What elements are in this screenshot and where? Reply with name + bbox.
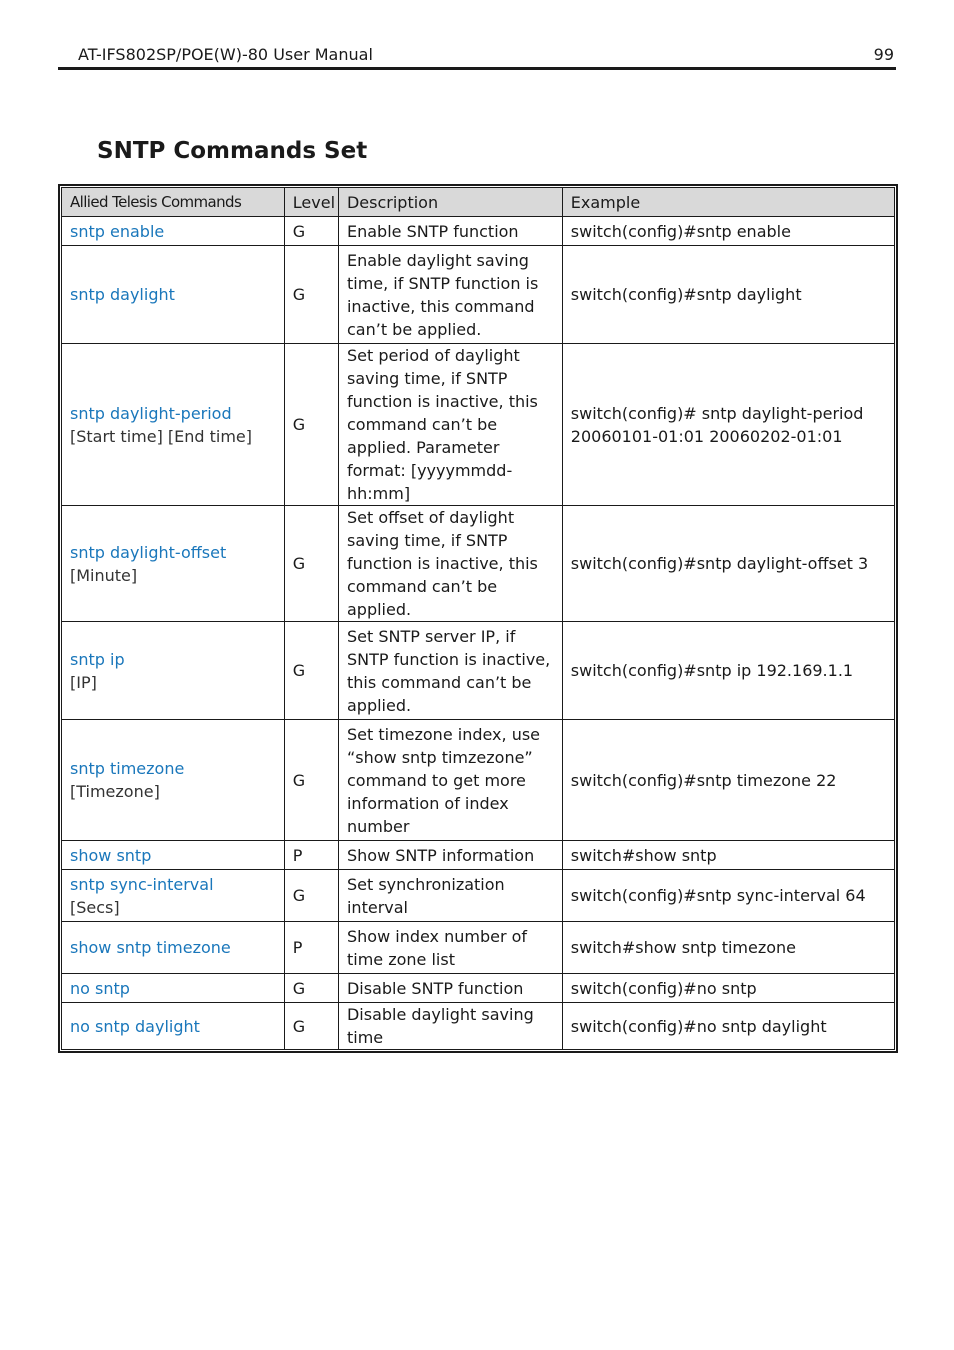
command-cell: [62, 344, 285, 506]
table-row: [62, 974, 895, 1003]
description-cell: Set SNTP server IP, if SNTP function is inactive, this command can’t be applied.: [338, 622, 562, 720]
command-cell: [62, 1003, 285, 1050]
command-params: [Timezone]: [70, 782, 160, 801]
column-header-description: Description: [338, 188, 562, 217]
table-row: [62, 922, 895, 974]
command-name: no sntp: [70, 978, 130, 998]
description-cell: Set period of daylight saving time, if SNTP function is inactive, this command can’t be applied. Parameter format: [yyyymmdd-hh:mm]: [338, 344, 562, 506]
description-cell: Set offset of daylight saving time, if SNTP function is inactive, this command can’t be applied.: [338, 506, 562, 622]
command-cell: [62, 246, 285, 344]
command-name: sntp ip: [70, 649, 125, 669]
example-cell: switch(config)#sntp daylight-offset 3: [562, 506, 894, 622]
table-row: [62, 870, 895, 922]
level-cell: G: [284, 622, 338, 720]
description-cell: Enable daylight saving time, if SNTP function is inactive, this command can’t be applied.: [338, 246, 562, 344]
example-cell: switch(config)#sntp sync-interval 64: [562, 870, 894, 922]
command-params: [Secs]: [70, 897, 120, 917]
table-row: [62, 841, 895, 870]
example-cell: switch(config)# sntp daylight-period 20060101-01:01 20060202-01:01: [562, 344, 894, 506]
command-cell: [62, 870, 285, 922]
example-cell: switch(config)#no sntp daylight: [562, 1003, 894, 1050]
column-header-example: Example: [562, 188, 894, 217]
description-cell: Disable SNTP function: [338, 974, 562, 1003]
section-title: SNTP Commands Set: [97, 138, 368, 164]
example-cell: switch(config)#sntp enable: [562, 217, 894, 246]
table-row: [62, 217, 895, 246]
command-cell: [62, 922, 285, 974]
commands-table-frame: [58, 184, 898, 1053]
level-cell: P: [284, 922, 338, 974]
example-cell: switch(config)#sntp daylight: [562, 246, 894, 344]
page-number: 99: [873, 45, 894, 64]
command-name: show sntp timezone: [70, 938, 231, 957]
level-cell: G: [284, 217, 338, 246]
description-cell: Set synchronization interval: [338, 870, 562, 922]
command-name: sntp daylight: [70, 285, 175, 304]
table-row: [62, 246, 895, 344]
example-cell: switch#show sntp: [562, 841, 894, 870]
example-cell: switch(config)#no sntp: [562, 974, 894, 1003]
table-row: [62, 720, 895, 841]
table-row: [62, 506, 895, 622]
command-cell: [62, 622, 285, 720]
example-cell: switch(config)#sntp timezone 22: [562, 720, 894, 841]
description-cell: Show SNTP information: [338, 841, 562, 870]
command-cell: [62, 720, 285, 841]
column-header-level: Level: [284, 188, 338, 217]
command-name: sntp daylight-offset: [70, 542, 227, 562]
level-cell: G: [284, 974, 338, 1003]
command-name: sntp sync-interval: [70, 874, 214, 894]
description-cell: Set timezone index, use “show sntp timzezone” command to get more information of index number: [338, 720, 562, 841]
header-rule: [58, 67, 896, 70]
command-name: no sntp daylight: [70, 1016, 200, 1036]
command-cell: [62, 217, 285, 246]
level-cell: G: [284, 344, 338, 506]
command-cell: [62, 506, 285, 622]
example-cell: switch#show sntp timezone: [562, 922, 894, 974]
table-row: [62, 344, 895, 506]
command-name: sntp enable: [70, 221, 165, 241]
level-cell: P: [284, 841, 338, 870]
table-header-row: [62, 188, 895, 217]
column-header-commands: Allied Telesis Commands: [62, 188, 285, 217]
level-cell: G: [284, 1003, 338, 1050]
manual-title: AT-IFS802SP/POE(W)-80 User Manual: [78, 45, 373, 64]
level-cell: G: [284, 870, 338, 922]
command-name: sntp timezone: [70, 759, 185, 778]
description-cell: Show index number of time zone list: [338, 922, 562, 974]
description-cell: Enable SNTP function: [338, 217, 562, 246]
command-params: [IP]: [70, 672, 97, 692]
table-row: [62, 1003, 895, 1050]
sntp-commands-table: [61, 187, 895, 1050]
description-cell: Disable daylight saving time: [338, 1003, 562, 1050]
command-params: [Start time] [End time]: [70, 426, 253, 446]
command-name: show sntp: [70, 845, 152, 865]
level-cell: G: [284, 506, 338, 622]
level-cell: G: [284, 246, 338, 344]
command-cell: [62, 974, 285, 1003]
command-params: [Minute]: [70, 565, 138, 585]
command-cell: [62, 841, 285, 870]
table-row: [62, 622, 895, 720]
level-cell: G: [284, 720, 338, 841]
example-cell: switch(config)#sntp ip 192.169.1.1: [562, 622, 894, 720]
command-name: sntp daylight-period: [70, 403, 232, 423]
